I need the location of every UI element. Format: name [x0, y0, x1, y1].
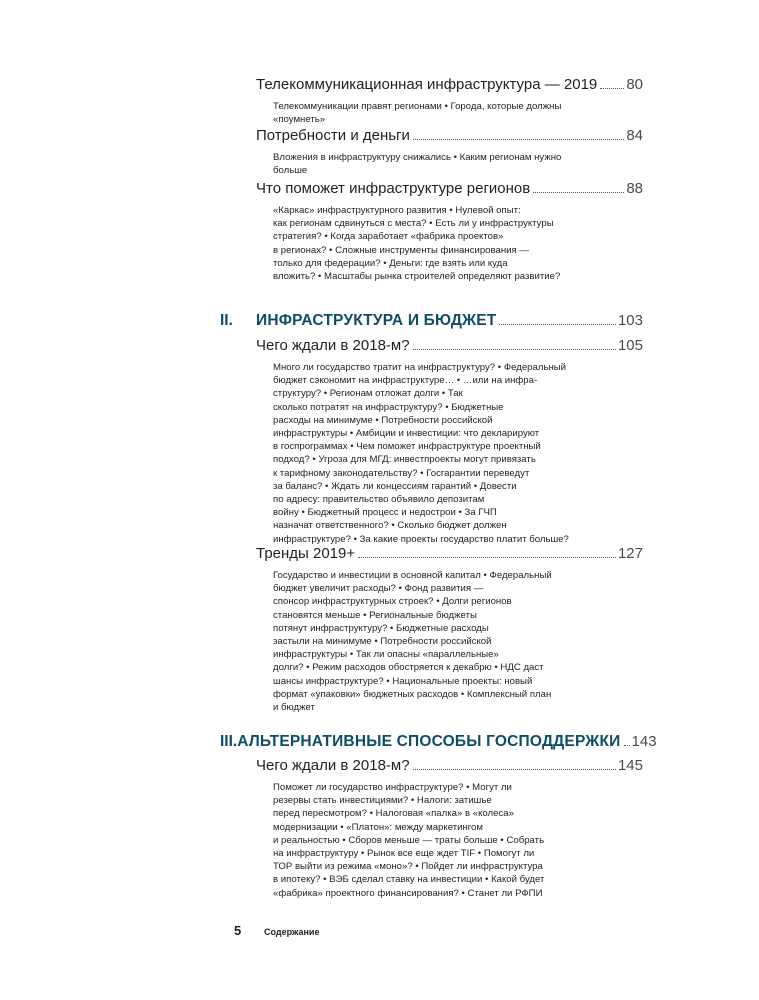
description-line: в ипотеку? • ВЭБ сделал ставку на инвестиции • Какой будет — [273, 874, 545, 886]
section-number: III. — [220, 733, 238, 750]
description-line: «Каркас» инфраструктурного развития • Нулевой опыт: — [273, 205, 521, 216]
description-line: только для федерации? • Деньги: где взять или куда — [273, 257, 508, 269]
description-line: Поможет ли государство инфраструктуре? • Могут ли — [273, 782, 512, 793]
toc-entry-title: Что поможет инфраструктуре регионов — [256, 180, 531, 197]
section-page: 143 — [631, 733, 657, 750]
toc-entry-title: Тренды 2019+ — [256, 545, 356, 562]
description-line: структуру? • Регионам отложат долги • Так — [273, 388, 463, 400]
toc-entry-title: Потребности и деньги — [256, 127, 410, 144]
toc-entry-title-row — [256, 127, 643, 145]
description-line: становятся меньше • Региональные бюджеты — [273, 609, 477, 621]
description-line: по адресу: правительство объявило депозитам — [273, 494, 485, 506]
section-title: АЛЬТЕРНАТИВНЫЕ СПОСОБЫ ГОСПОДДЕРЖКИ — [237, 733, 621, 750]
toc-entry-title-row — [256, 76, 643, 94]
toc-entry-title-row — [256, 337, 643, 355]
description-line: в госпрограммах • Чем поможет инфраструктуре проектный — [273, 441, 541, 453]
toc-entry-title-row — [256, 180, 643, 198]
toc-entry-page: 105 — [617, 337, 643, 354]
toc-entry-description — [273, 151, 573, 177]
toc-entry-description — [273, 781, 573, 900]
description-line: инфраструктуры • Так ли опасны «параллельные» — [273, 649, 499, 661]
page-number: 5 — [234, 923, 242, 938]
section-heading-3 — [220, 733, 657, 751]
description-line: стратегия? • Когда заработает «фабрика проектов» — [273, 231, 504, 243]
section-title: ИНФРАСТРУКТУРА И БЮДЖЕТ — [256, 312, 497, 329]
dot-leader — [413, 349, 616, 350]
toc-entry-trends-2019 — [256, 545, 643, 714]
toc-entry-expectations-2018 — [256, 337, 643, 546]
section-heading-2 — [220, 312, 643, 330]
toc-entry-description — [273, 204, 573, 283]
section-number: II. — [220, 312, 233, 329]
toc-entry-telecom — [256, 76, 643, 126]
description-line: Государство и инвестиции в основной капитал • Федеральный — [273, 570, 552, 581]
toc-entry-title: Чего ждали в 2018-м? — [256, 337, 410, 354]
description-line: и реальностью • Сборов меньше — траты больше • Собрать — [273, 834, 545, 846]
dot-leader — [533, 192, 624, 193]
toc-entry-title: Телекоммуникационная инфраструктура — 2019 — [256, 76, 598, 93]
description-line: Телекоммуникации правят регионами • Города, которые должны — [273, 101, 562, 112]
dot-leader — [624, 745, 630, 746]
toc-entry-page: 80 — [626, 76, 643, 93]
description-line: «фабрика» проектного финансирования? • Станет ли РФПИ — [273, 887, 543, 899]
toc-entry-page: 84 — [626, 127, 643, 144]
description-line: вложить? • Масштабы рынка строителей определяют развитие? — [273, 271, 561, 283]
dot-leader — [600, 88, 624, 89]
description-line: застыли на минимуме • Потребности российской — [273, 636, 492, 648]
toc-entry-title-row — [256, 757, 643, 775]
description-line: Много ли государство тратит на инфраструктуру? • Федеральный — [273, 362, 567, 373]
description-line: сколько потратят на инфраструктуру? • Бюджетные — [273, 401, 504, 413]
toc-entry-needs-money — [256, 127, 643, 177]
description-line: потянут инфраструктуру? • Бюджетные расходы — [273, 622, 489, 634]
section-page: 103 — [617, 312, 643, 329]
description-line: бюджет увеличит расходы? • Фонд развития — — [273, 583, 484, 595]
toc-entry-page: 88 — [626, 180, 643, 197]
toc-entry-description — [273, 569, 573, 714]
toc-entry-regional-infra — [256, 180, 643, 283]
description-line: за баланс? • Ждать ли концессиям гарантий • Довести — [273, 480, 517, 492]
dot-leader — [413, 139, 624, 140]
description-line: спонсор инфраструктурных строек? • Долги регионов — [273, 596, 512, 608]
description-line: формат «упаковки» бюджетных расходов • Комплексный план — [273, 688, 552, 700]
dot-leader — [358, 557, 616, 558]
description-line: шансы инфраструктуре? • Национальные проекты: новый — [273, 675, 533, 687]
description-line: долги? • Режим расходов обостряется к декабрю • НДС даст — [273, 662, 544, 674]
description-line: бюджет сэкономит на инфраструктуре… • …или на инфра- — [273, 375, 538, 387]
toc-entry-page: 127 — [617, 545, 643, 562]
dot-leader — [499, 324, 615, 325]
page-footer — [234, 923, 319, 938]
description-line: перед пересмотром? • Налоговая «палка» в «колеса» — [273, 808, 514, 820]
description-line: Вложения в инфраструктуру снижались • Каким регионам нужно — [273, 152, 562, 163]
description-line: войну • Бюджетный процесс и недострои • За ГЧП — [273, 507, 497, 519]
description-line: инфраструктуры • Амбиции и инвестиции: что декларируют — [273, 428, 540, 440]
description-line: как регионам сдвинуться с места? • Есть ли у инфраструктуры — [273, 218, 554, 230]
description-line: назначат ответственного? • Сколько бюджет должен — [273, 520, 507, 532]
dot-leader — [413, 769, 616, 770]
description-line: больше — [273, 165, 308, 177]
toc-entry-description — [273, 100, 573, 126]
description-line: резервы стать инвестициями? • Налоги: затишье — [273, 795, 492, 807]
toc-entry-title: Чего ждали в 2018-м? — [256, 757, 410, 774]
description-line: «поумнеть» — [273, 114, 326, 126]
description-line: инфраструктуре? • За какие проекты государство платит больше? — [273, 533, 569, 545]
toc-entry-page: 145 — [617, 757, 643, 774]
footer-label: Содержание — [264, 927, 320, 937]
description-line: расходы на минимуме • Потребности российской — [273, 414, 493, 426]
description-line: в регионах? • Сложные инструменты финансирования — — [273, 244, 529, 256]
description-line: и бюджет — [273, 702, 315, 714]
toc-entry-title-row — [256, 545, 643, 563]
description-line: на инфраструктуру • Рынок все еще ждет TIF • Помогут ли — [273, 848, 535, 860]
description-line: подход? • Угроза для МГД: инвестпроекты могут привязать — [273, 454, 536, 466]
description-line: модернизации • «Платон»: между маркетингом — [273, 821, 483, 833]
toc-entry-description — [273, 361, 573, 546]
description-line: к тарифному законодательству? • Госгарантии переведут — [273, 467, 530, 479]
description-line: ТОР выйти из режима «моно»? • Пойдет ли инфраструктура — [273, 861, 543, 873]
toc-entry-expectations-2018-support — [256, 757, 643, 900]
